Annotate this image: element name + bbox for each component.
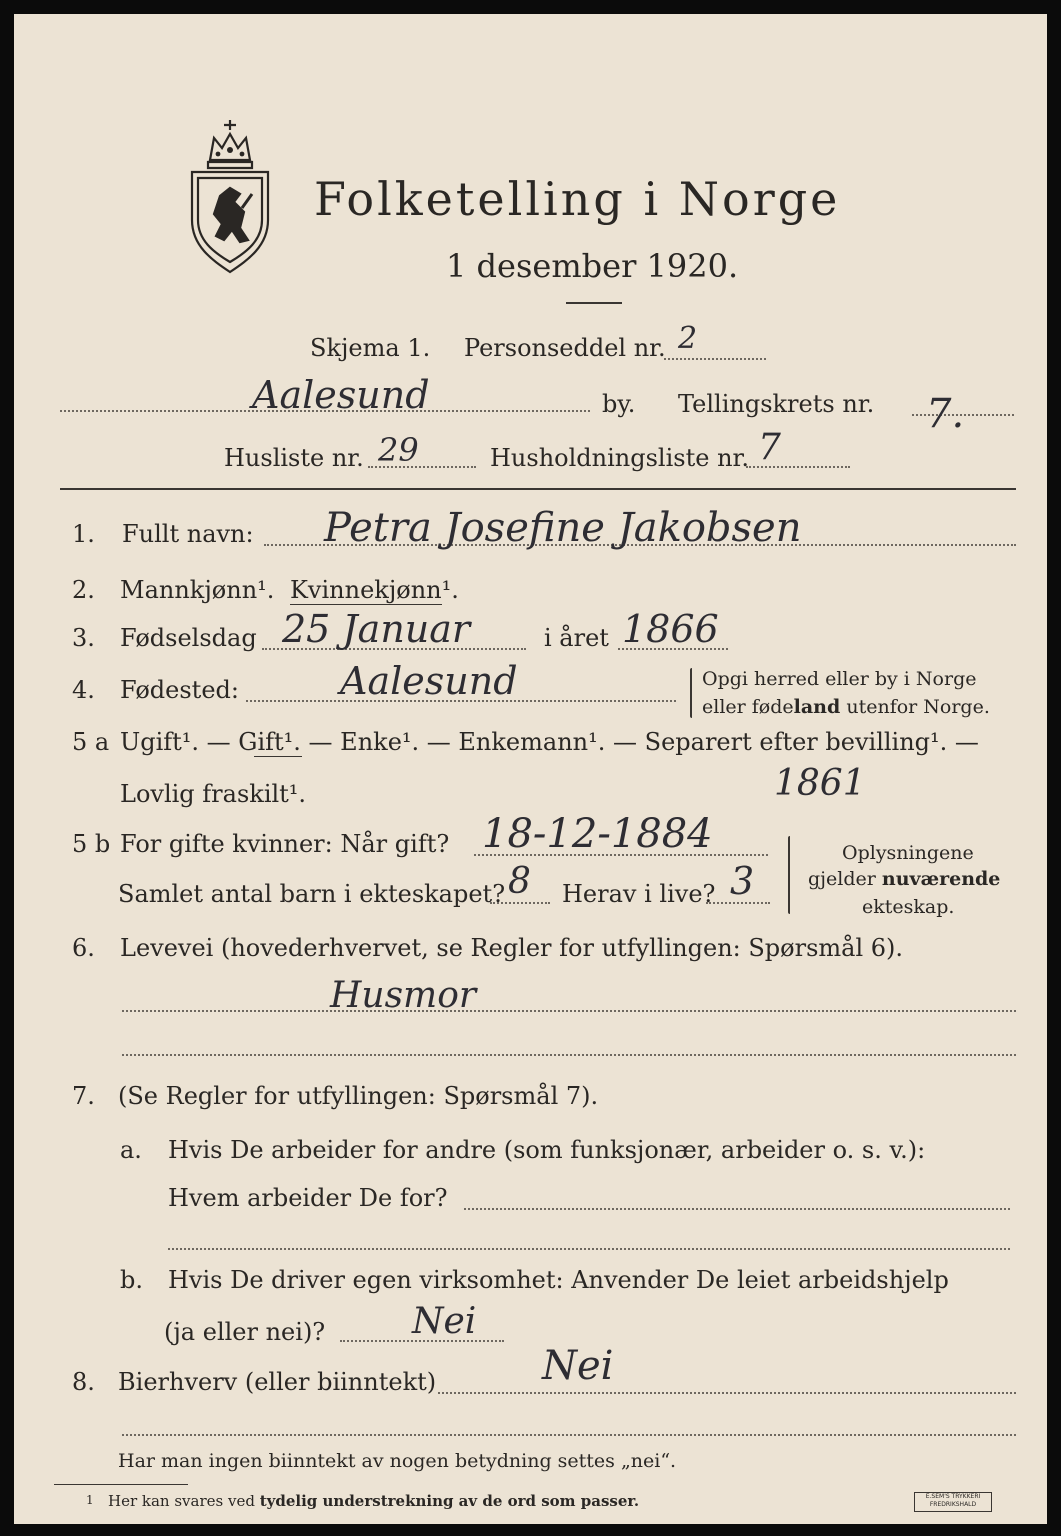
q6-number: 6.: [72, 934, 95, 962]
q7b-line2: (ja eller nei)?: [164, 1318, 326, 1346]
husliste-label: Husliste nr.: [224, 444, 364, 472]
q6-label: Levevei (hovederhvervet, se Regler for utfyllingen: Spørsmål 6).: [120, 934, 904, 962]
q7a-line2: Hvem arbeider De for?: [168, 1184, 448, 1212]
footnote-text: [108, 1494, 639, 1509]
q8-line: [438, 1392, 1016, 1394]
q5b-note-line1: Oplysningene: [842, 842, 974, 864]
q7a-line-extra: [168, 1248, 1010, 1250]
q4-note-part1: eller føde: [702, 696, 794, 718]
q5b-number: 5 b: [72, 830, 111, 858]
q6-value[interactable]: Husmor: [330, 975, 477, 1016]
q6-line1: [122, 1010, 1016, 1012]
footnote-number: 1: [86, 1493, 94, 1507]
q5b-note-line2: [808, 870, 1000, 889]
by-label: by.: [602, 390, 636, 418]
q5b-alive-value[interactable]: 3: [730, 859, 755, 903]
q5b-alive-label: Herav i live?: [562, 880, 716, 908]
coat-of-arms-icon: [184, 114, 276, 276]
q4-note-bold: land: [793, 696, 841, 718]
q7b-line1: Hvis De driver egen virksomhet: Anvender De leiet arbeidshjelp: [168, 1266, 949, 1294]
header-divider: [60, 488, 1016, 490]
q7-label: (Se Regler for utfyllingen: Spørsmål 7).: [118, 1082, 599, 1110]
printer-city: FREDRIKSHALD: [929, 1501, 977, 1508]
q8-line-extra: [122, 1434, 1016, 1436]
q7b-number: b.: [120, 1266, 143, 1294]
q3-value[interactable]: 25 Januar: [282, 607, 471, 651]
q3-label: Fødselsdag: [120, 624, 257, 652]
q5b-married-value[interactable]: 18-12-1884: [482, 811, 713, 857]
q4-note-line1: Opgi herred eller by i Norge: [702, 668, 977, 690]
by-value[interactable]: Aalesund: [252, 373, 430, 417]
skjema-label: Skjema 1.: [310, 334, 431, 362]
q7-number: 7.: [72, 1082, 95, 1110]
footnote-part1: Her kan svares ved: [108, 1492, 260, 1510]
footnote-bold: tydelig understrekning av de ord som passer.: [259, 1492, 640, 1510]
q2-mannkjonn: Mannkjønn¹.: [120, 576, 275, 604]
q4-label: Fødested:: [120, 676, 239, 704]
q5a-options: Ugift¹. — Gift¹. — Enke¹. — Enkemann¹. — Separert efter bevilling¹. —: [120, 728, 979, 756]
q4-number: 4.: [72, 676, 95, 704]
q5b-children-value[interactable]: 8: [508, 861, 531, 902]
q5a-fraskilt: Lovlig fraskilt¹.: [120, 780, 307, 808]
printer-name: E.SEM'S TRYKKERI: [925, 1493, 981, 1500]
footnote-divider: [54, 1484, 188, 1485]
q6-line2: [122, 1054, 1016, 1056]
q4-brace: [690, 668, 692, 718]
q5b-note-bold: nuværende: [881, 868, 1001, 890]
census-form: [14, 14, 1047, 1524]
tellingskrets-value[interactable]: 7.: [926, 391, 965, 437]
q3-number: 3.: [72, 624, 95, 652]
q8-number: 8.: [72, 1368, 95, 1396]
q5b-note-line3: ekteskap.: [862, 896, 955, 918]
title-divider: [566, 302, 622, 304]
q5a-note[interactable]: 1861: [774, 763, 866, 804]
q2-kvinnekjonn[interactable]: Kvinnekjønn¹.: [290, 576, 459, 604]
husholdningsliste-label: Husholdningsliste nr.: [490, 444, 749, 472]
tellingskrets-label: Tellingskrets nr.: [678, 390, 875, 418]
q1-value[interactable]: Petra Josefine Jakobsen: [324, 505, 802, 551]
q1-number: 1.: [72, 520, 95, 548]
personseddel-line: [664, 358, 766, 360]
q5b-brace: [788, 836, 790, 914]
q7a-number: a.: [120, 1136, 142, 1164]
q5b-children-line: [490, 902, 550, 904]
q7a-line: [464, 1208, 1010, 1210]
q8-label: Bierhverv (eller biinntekt): [118, 1368, 437, 1396]
q7a-line1: Hvis De arbeider for andre (som funksjonær, arbeider o. s. v.):: [168, 1136, 926, 1164]
q2-underline: [290, 604, 442, 605]
q2-number: 2.: [72, 576, 95, 604]
form-title: Folketelling i Norge: [314, 172, 841, 226]
q4-note-line2: [702, 698, 990, 717]
q8-value[interactable]: Nei: [542, 1343, 614, 1389]
q4-note-part3: utenfor Norge.: [840, 696, 990, 718]
husholdningsliste-value[interactable]: 7: [758, 427, 781, 468]
personseddel-value[interactable]: 2: [678, 321, 698, 356]
printer-stamp: [914, 1492, 992, 1512]
q5b-children-label: Samlet antal barn i ekteskapet?: [118, 880, 506, 908]
q5b-married-label: For gifte kvinner: Når gift?: [120, 830, 450, 858]
q3-year-label: i året: [544, 624, 609, 652]
q5a-number: 5 a: [72, 728, 110, 756]
footer-note: Har man ingen biinntekt av nogen betydning settes „nei“.: [118, 1450, 677, 1472]
q1-label: Fullt navn:: [122, 520, 254, 548]
personseddel-label: Personseddel nr.: [464, 334, 666, 362]
husliste-value[interactable]: 29: [378, 431, 419, 469]
q5b-note-part1: gjelder: [808, 868, 882, 890]
census-date: 1 desember 1920.: [446, 247, 739, 285]
q3-year-value[interactable]: 1866: [622, 607, 719, 651]
q4-value[interactable]: Aalesund: [340, 659, 518, 703]
q5a-gift-underline: [254, 756, 302, 757]
q7b-value[interactable]: Nei: [412, 1301, 477, 1342]
